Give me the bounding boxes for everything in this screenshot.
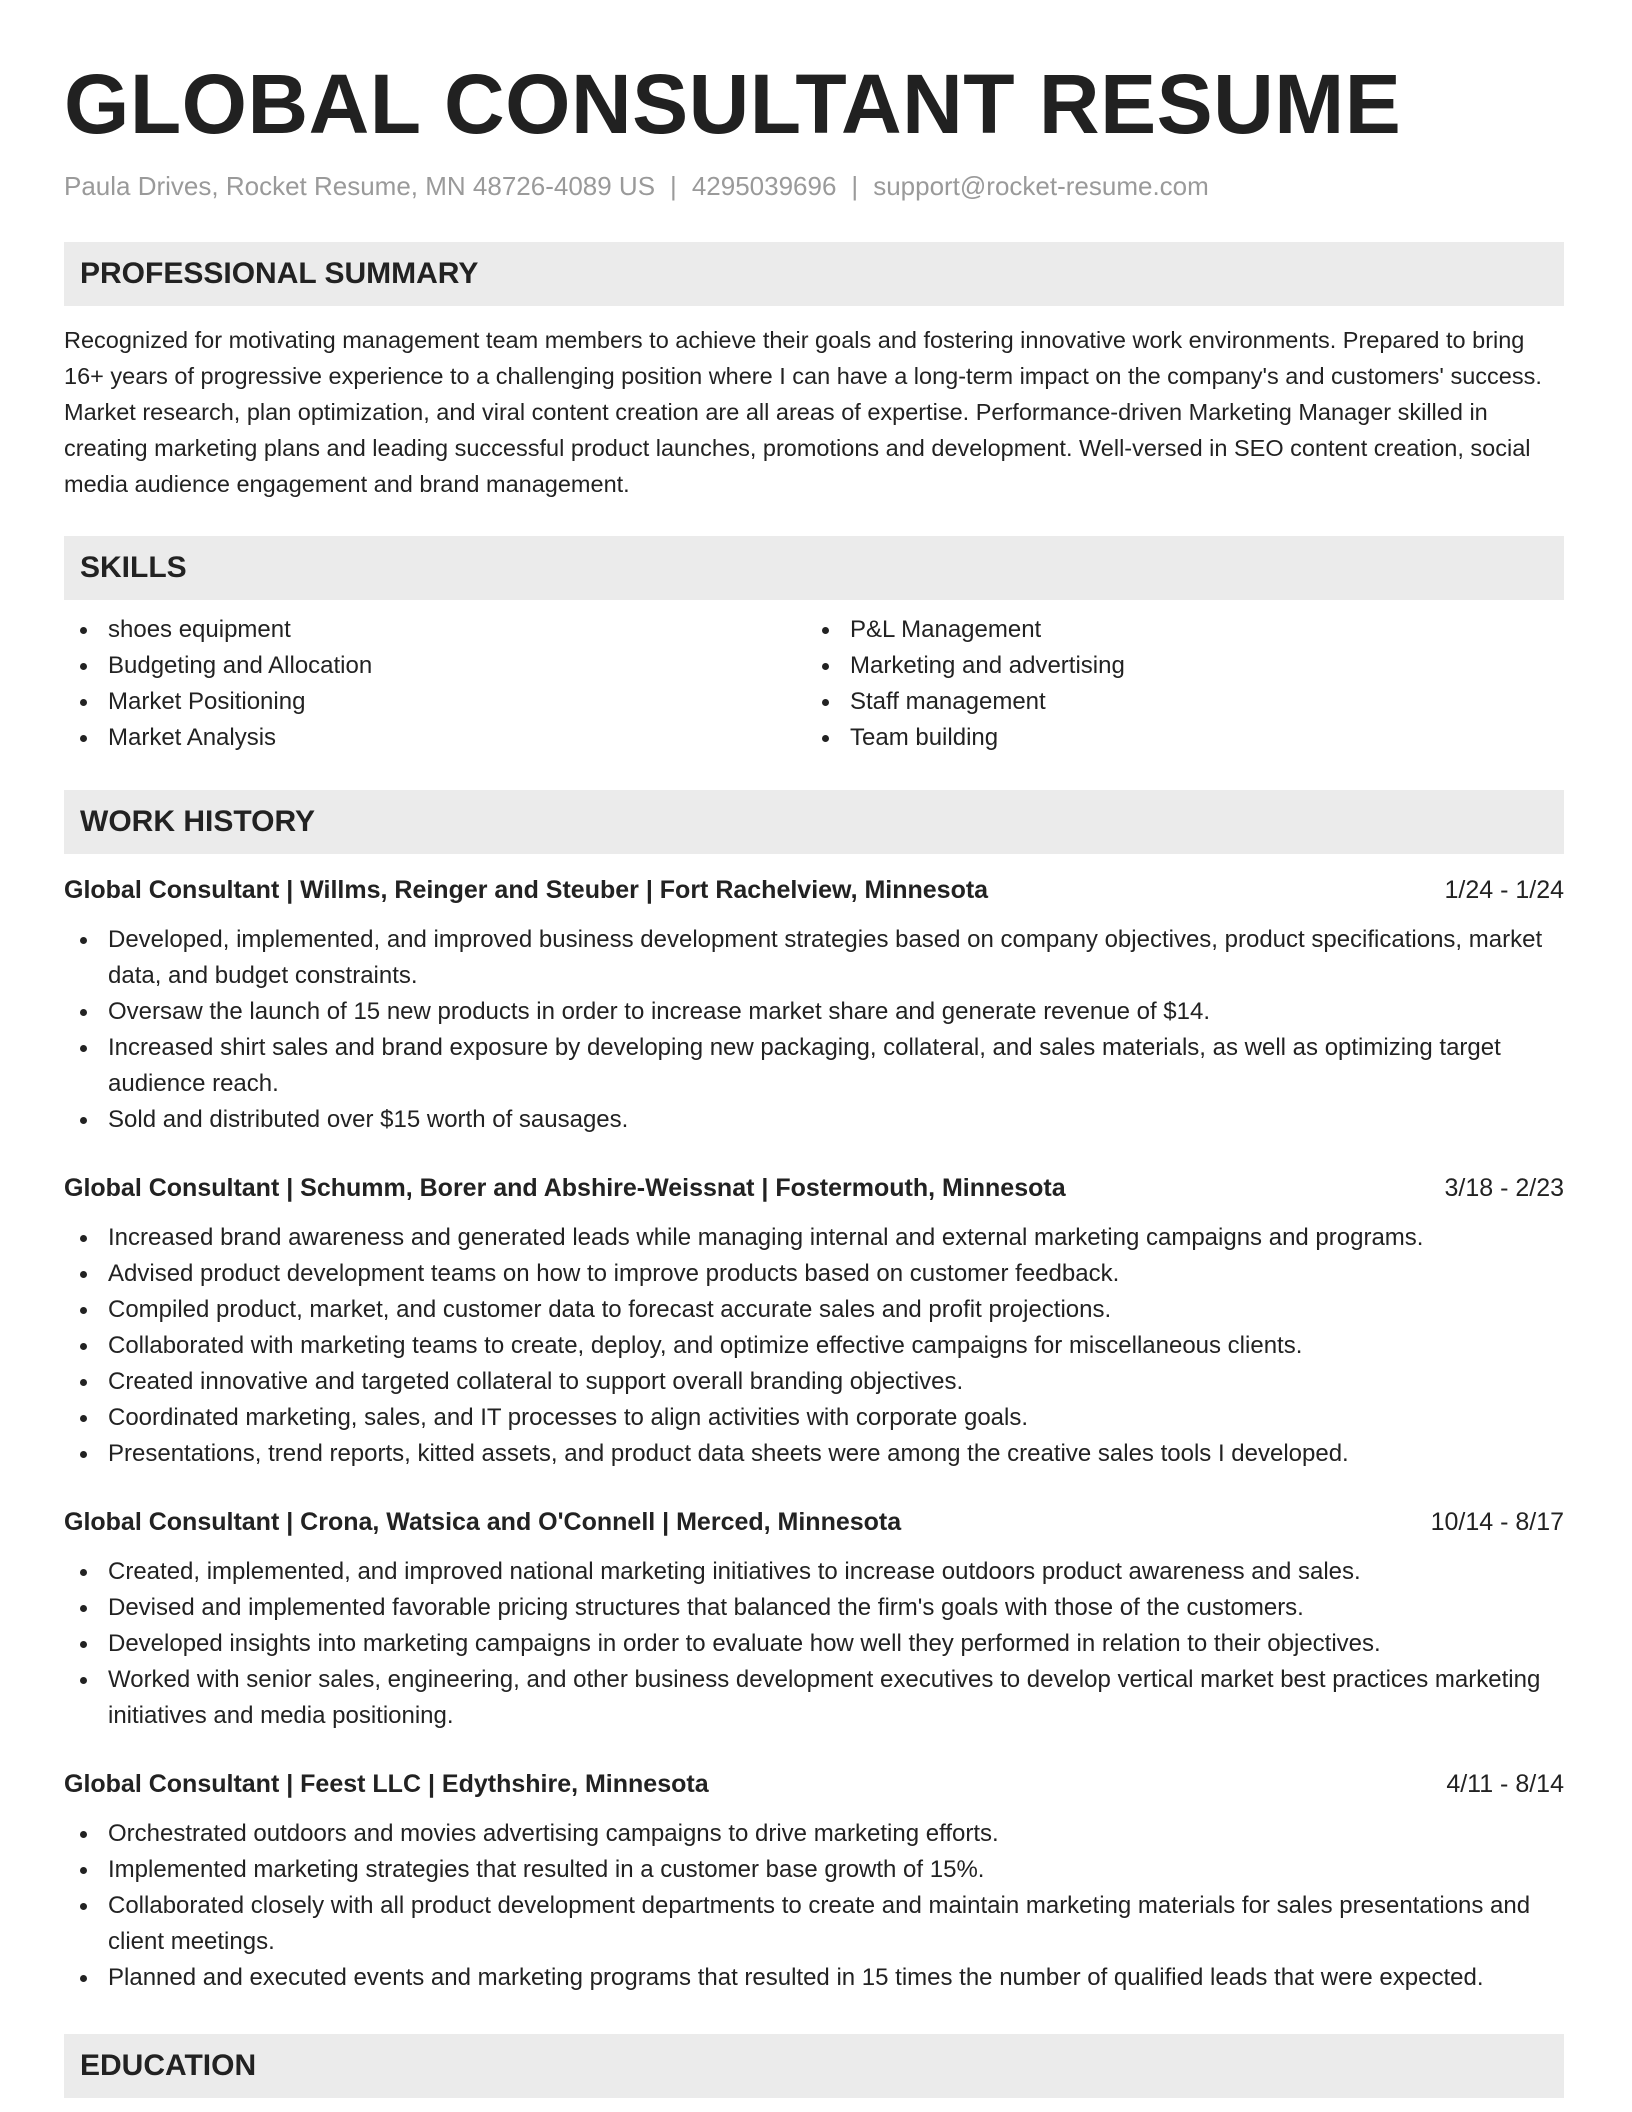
job-bullet: Collaborated closely with all product development departments to create and maintain marketing materials for sales presentations and client meetings. (64, 1888, 1564, 1960)
job-entry (64, 1766, 1564, 1996)
contact-line (64, 168, 1564, 204)
job-bullet: Presentations, trend reports, kitted assets, and product data sheets were among the creative sales tools I developed. (64, 1436, 1564, 1472)
contact-email: support@rocket-resume.com (873, 171, 1209, 201)
summary-text: Recognized for motivating management team members to achieve their goals and fostering innovative work environments. Prepared to bring 16+ years of progressive experience to a challenging position where I can have a long-term impact on the company's and customers' success. Market research, plan optimization, and viral content creation are all areas of expertise. Performance-driven Marketing Manager skilled in creating marketing plans and leading successful product launches, promotions and development. Well-versed in SEO content creation, social media audience engagement and brand management. (64, 327, 1542, 497)
contact-separator: | (670, 171, 677, 201)
job-bullets (64, 1554, 1564, 1734)
job-bullet: Devised and implemented favorable pricing structures that balanced the firm's goals with those of the customers. (64, 1590, 1564, 1626)
job-bullet: Compiled product, market, and customer data to forecast accurate sales and profit projections. (64, 1292, 1564, 1328)
job-entry (64, 872, 1564, 1138)
job-dates: 3/18 - 2/23 (1444, 1174, 1564, 1202)
job-bullets (64, 1220, 1564, 1472)
job-bullet: Coordinated marketing, sales, and IT processes to align activities with corporate goals. (64, 1400, 1564, 1436)
skill-item: Team building (806, 720, 1548, 756)
skills-column-left (64, 612, 806, 756)
job-dates: 10/14 - 8/17 (1430, 1508, 1564, 1536)
job-dates: 1/24 - 1/24 (1444, 876, 1564, 904)
job-bullet: Collaborated with marketing teams to create, deploy, and optimize effective campaigns for miscellaneous clients. (64, 1328, 1564, 1364)
section-header-work-history: WORK HISTORY (64, 790, 1564, 854)
job-dates: 4/11 - 8/14 (1446, 1770, 1564, 1798)
job-bullet: Advised product development teams on how to improve products based on customer feedback. (64, 1256, 1564, 1292)
skills-column-right (806, 612, 1548, 756)
job-bullet: Worked with senior sales, engineering, and other business development executives to develop vertical market best practices marketing initiatives and media positioning. (64, 1662, 1564, 1734)
skill-item: Budgeting and Allocation (64, 648, 806, 684)
job-entry (64, 1504, 1564, 1734)
job-bullet: Orchestrated outdoors and movies advertising campaigns to drive marketing efforts. (64, 1816, 1564, 1852)
job-header (64, 1170, 1564, 1206)
contact-separator: | (851, 171, 859, 201)
job-header (64, 1504, 1564, 1540)
job-bullet: Implemented marketing strategies that resulted in a customer base growth of 15%. (64, 1852, 1564, 1888)
job-bullets (64, 1816, 1564, 1996)
job-title: Global Consultant | Feest LLC | Edythshire, Minnesota (64, 1770, 709, 1798)
job-bullet: Increased brand awareness and generated leads while managing internal and external marketing campaigns and programs. (64, 1220, 1564, 1256)
job-header (64, 1766, 1564, 1802)
skill-item: Market Analysis (64, 720, 806, 756)
section-header-summary: PROFESSIONAL SUMMARY (64, 242, 1564, 306)
job-bullet: Developed insights into marketing campaigns in order to evaluate how well they performed in relation to their objectives. (64, 1626, 1564, 1662)
job-bullet: Developed, implemented, and improved business development strategies based on company objectives, product specifications, market data, and budget constraints. (64, 922, 1564, 994)
skill-item: P&L Management (806, 612, 1548, 648)
job-bullet: Sold and distributed over $15 worth of sausages. (64, 1102, 1564, 1138)
job-title: Global Consultant | Schumm, Borer and Abshire-Weissnat | Fostermouth, Minnesota (64, 1174, 1066, 1202)
skills-list (64, 612, 1564, 756)
section-header-education: EDUCATION (64, 2034, 1564, 2098)
job-bullet: Oversaw the launch of 15 new products in order to increase market share and generate revenue of $14. (64, 994, 1564, 1030)
contact-address: Paula Drives, Rocket Resume, MN 48726-4089 US (64, 171, 656, 201)
job-header (64, 872, 1564, 908)
contact-phone: 4295039696 (691, 171, 837, 201)
job-bullet: Increased shirt sales and brand exposure by developing new packaging, collateral, and sales materials, as well as optimizing target audience reach. (64, 1030, 1564, 1102)
job-title: Global Consultant | Willms, Reinger and Steuber | Fort Rachelview, Minnesota (64, 876, 989, 904)
skill-item: Market Positioning (64, 684, 806, 720)
skill-item: Marketing and advertising (806, 648, 1548, 684)
skill-item: Staff management (806, 684, 1548, 720)
job-bullet: Planned and executed events and marketing programs that resulted in 15 times the number of qualified leads that were expected. (64, 1960, 1564, 1996)
job-title: Global Consultant | Crona, Watsica and O'Connell | Merced, Minnesota (64, 1508, 902, 1536)
section-header-skills: SKILLS (64, 536, 1564, 600)
job-entry (64, 1170, 1564, 1472)
job-bullets (64, 922, 1564, 1138)
job-bullet: Created innovative and targeted collateral to support overall branding objectives. (64, 1364, 1564, 1400)
skill-item: shoes equipment (64, 612, 806, 648)
job-bullet: Created, implemented, and improved national marketing initiatives to increase outdoors product awareness and sales. (64, 1554, 1564, 1590)
resume-title: GLOBAL CONSULTANT RESUME (64, 57, 1402, 151)
